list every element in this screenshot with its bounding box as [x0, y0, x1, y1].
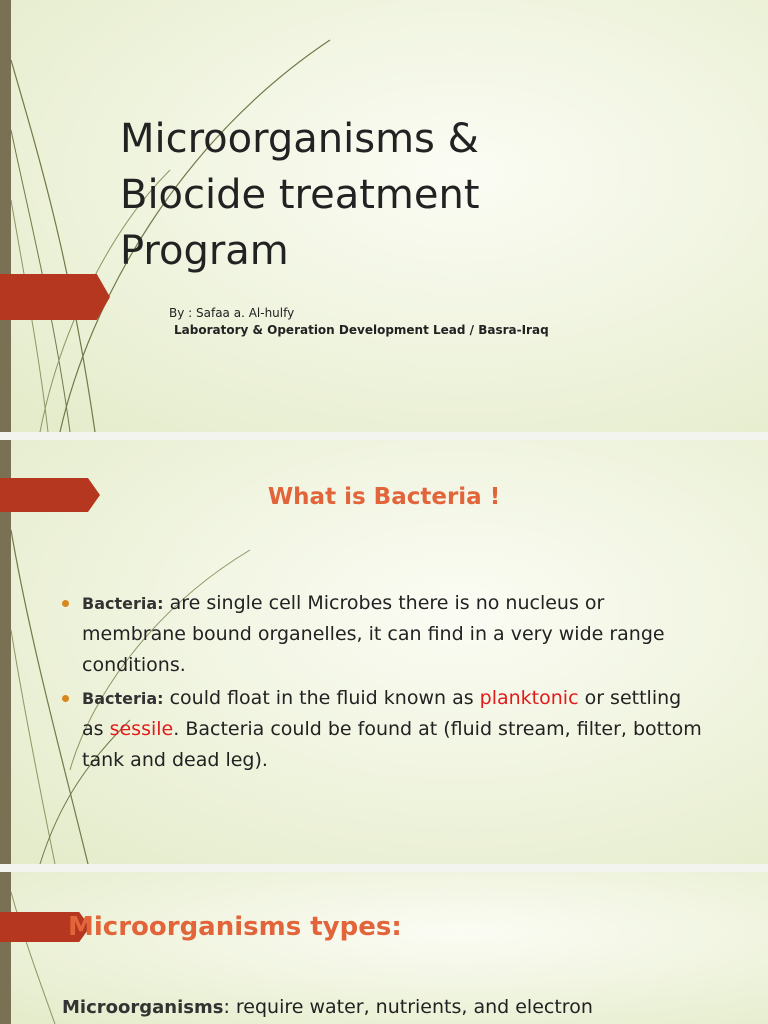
bacteria-slide — [0, 440, 768, 864]
bullet-label: Bacteria: — [82, 689, 164, 708]
title-line-2: Biocide treatment — [120, 171, 480, 218]
bullet-label: Bacteria: — [82, 594, 164, 613]
types-slide — [0, 872, 768, 1024]
section-heading: What is Bacteria ! — [267, 484, 501, 510]
bullet-list — [62, 588, 702, 778]
bullet-dot-icon — [62, 600, 69, 607]
paragraph-text: : require water, nutrients, and electron — [223, 996, 593, 1018]
author-role: Laboratory & Operation Development Lead / Basra-Iraq — [174, 323, 549, 337]
slide-title — [120, 111, 720, 279]
highlight-planktonic: planktonic — [479, 687, 579, 709]
bullet-text: are single cell Microbes there is no nucleus or membrane bound organelles, it can find in a very wide range conditions. — [82, 592, 665, 676]
bullet-text-middle: or settling as — [82, 687, 682, 740]
title-line-3: Program — [120, 227, 289, 274]
title-slide — [0, 0, 768, 432]
paragraph — [62, 996, 762, 1018]
bullet-dot-icon — [62, 695, 69, 702]
bullet-item — [62, 683, 702, 776]
paragraph-label: Microorganisms — [62, 997, 224, 1018]
bullet-text: could float in the fluid known as — [163, 687, 480, 709]
title-tab-marker — [0, 274, 110, 320]
section-heading: Microorganisms types: — [68, 912, 402, 942]
bullet-text-end: . Bacteria could be found at (fluid stream, filter, bottom tank and dead leg). — [82, 718, 702, 771]
title-line-1: Microorganisms & — [120, 115, 479, 162]
highlight-sessile: sessile — [109, 718, 174, 740]
bullet-item — [62, 588, 702, 681]
author-byline: By : Safaa a. Al-hulfy — [169, 306, 295, 320]
